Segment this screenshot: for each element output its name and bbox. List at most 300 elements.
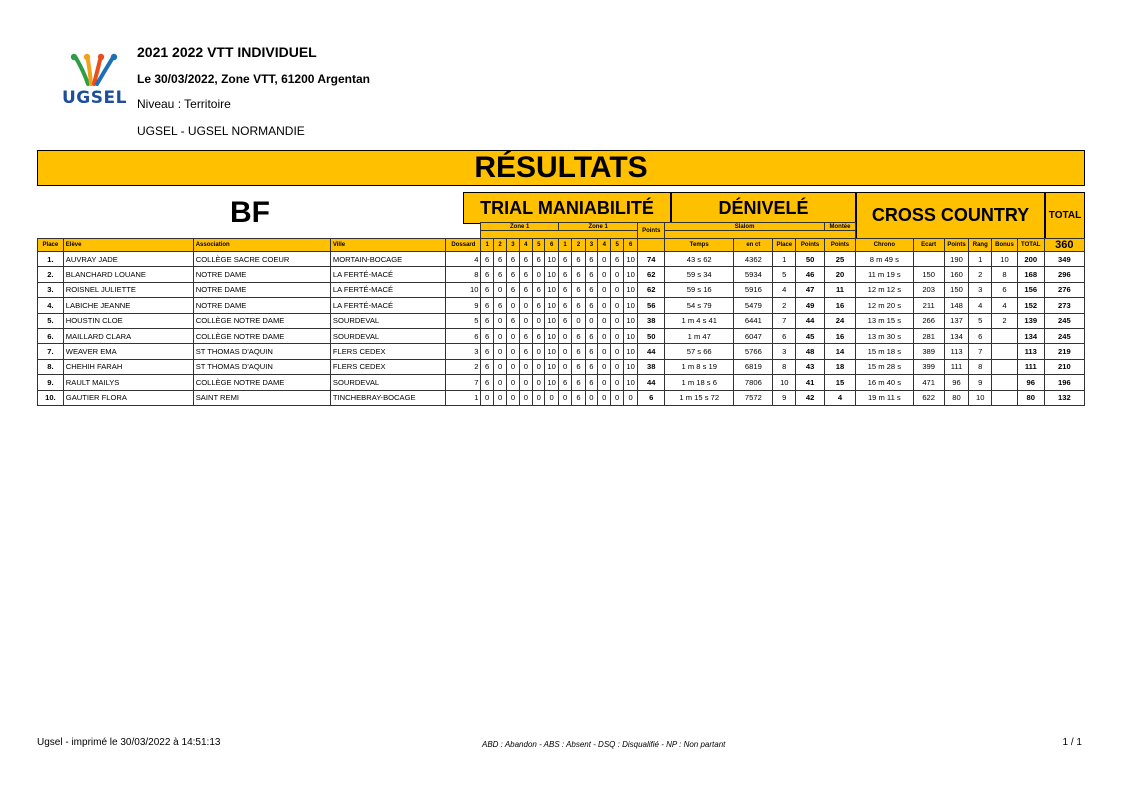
table-row (38, 313, 1085, 328)
zone-b-score-cell: 6 (558, 375, 571, 390)
cross-points-cell: 160 (944, 267, 969, 282)
table-row (38, 375, 1085, 390)
zone-b-score-cell: 10 (623, 375, 638, 390)
zone-b-score-cell: 6 (585, 298, 597, 313)
col-enct: en ct (734, 239, 773, 252)
chrono-cell: 15 m 28 s (855, 359, 913, 374)
col-z1-5: 5 (533, 239, 545, 252)
bonus-cell (992, 359, 1018, 374)
temps-cell: 54 s 79 (665, 298, 734, 313)
zone-a-score-cell: 0 (507, 359, 519, 374)
chrono-cell: 12 m 12 s (855, 282, 913, 297)
ugsel-logo-icon (66, 52, 122, 88)
trial-points-header: Points (638, 223, 665, 239)
bonus-cell (992, 328, 1018, 343)
zone-b-score-cell: 6 (585, 375, 597, 390)
montee-points-cell: 24 (825, 313, 856, 328)
col-z2-5: 5 (611, 239, 623, 252)
name-cell: AUVRAY JADE (63, 252, 193, 267)
chrono-cell: 19 m 11 s (855, 390, 913, 405)
zone-b-score-cell: 6 (572, 298, 585, 313)
grand-total-cell: 349 (1044, 252, 1084, 267)
col-total-cross: TOTAL (1017, 239, 1044, 252)
ville-cell: FLERS CEDEX (330, 344, 446, 359)
zone-a-score-cell: 0 (533, 344, 545, 359)
zone-a-score-cell: 0 (533, 375, 545, 390)
zone-a-score-cell: 0 (519, 298, 532, 313)
chrono-cell: 15 m 18 s (855, 344, 913, 359)
rang-cell: 10 (969, 390, 992, 405)
zone-b-score-cell: 0 (611, 328, 623, 343)
zone-b-score-cell: 6 (558, 267, 571, 282)
zone-a-score-cell: 6 (507, 313, 519, 328)
ville-cell: MORTAIN-BOCAGE (330, 252, 446, 267)
zone-b-score-cell: 0 (585, 313, 597, 328)
zone-b-score-cell: 0 (598, 328, 611, 343)
zone-a-score-cell: 10 (545, 344, 558, 359)
chrono-cell: 8 m 49 s (855, 252, 913, 267)
cross-points-cell: 190 (944, 252, 969, 267)
enct-cell: 5934 (734, 267, 773, 282)
name-cell: RAULT MAILYS (63, 375, 193, 390)
bonus-cell (992, 375, 1018, 390)
cross-total-cell: 139 (1017, 313, 1044, 328)
zone-a-score-cell: 6 (481, 252, 493, 267)
zone-a-score-cell: 0 (493, 390, 506, 405)
section-trial: TRIAL MANIABILITÉ (463, 192, 671, 224)
place-cell: 3. (38, 282, 64, 297)
rang-cell: 9 (969, 375, 992, 390)
zone-a-score-cell: 0 (507, 328, 519, 343)
zone-a-score-cell: 0 (507, 375, 519, 390)
chrono-cell: 13 m 30 s (855, 328, 913, 343)
ecart-cell: 150 (913, 267, 944, 282)
zone-a-score-cell: 6 (519, 344, 532, 359)
zone-a-score-cell: 0 (507, 390, 519, 405)
zone-a-score-cell: 0 (493, 375, 506, 390)
grand-total-cell: 276 (1044, 282, 1084, 297)
zone-b-score-cell: 0 (623, 390, 638, 405)
zone-a-score-cell: 0 (493, 359, 506, 374)
results-table (37, 222, 1085, 406)
zone-b-score-cell: 10 (623, 359, 638, 374)
slalom-label: Slalom (665, 223, 825, 231)
zone-a-score-cell: 6 (493, 267, 506, 282)
enct-cell: 6819 (734, 359, 773, 374)
zone-a-score-cell: 6 (533, 298, 545, 313)
zone-b-score-cell: 6 (572, 267, 585, 282)
col-points-montee: Points (825, 239, 856, 252)
zone-a-score-cell: 0 (519, 375, 532, 390)
zone-a-score-cell: 6 (533, 282, 545, 297)
col-association: Association (193, 239, 330, 252)
zone-b-score-cell: 6 (572, 359, 585, 374)
zone-b-score-cell: 6 (572, 282, 585, 297)
zone-a-score-cell: 6 (533, 328, 545, 343)
col-rang: Rang (969, 239, 992, 252)
table-row (38, 359, 1085, 374)
zone-a-score-cell: 6 (507, 282, 519, 297)
zone-b-score-cell: 10 (623, 298, 638, 313)
zone-a-score-cell: 6 (481, 344, 493, 359)
zone-b-score-cell: 6 (572, 375, 585, 390)
name-cell: GAUTIER FLORA (63, 390, 193, 405)
zone-a-score-cell: 10 (545, 328, 558, 343)
column-header-row (38, 239, 1085, 252)
subheader-row (38, 223, 1085, 231)
zone-b-score-cell: 0 (598, 359, 611, 374)
zone-a-score-cell: 6 (481, 375, 493, 390)
zone-a-score-cell: 6 (493, 298, 506, 313)
zone-b-score-cell: 6 (572, 328, 585, 343)
print-info: Ugsel - imprimé le 30/03/2022 à 14:51:13 (37, 737, 221, 748)
trial-points-cell: 56 (638, 298, 665, 313)
slalom-points-cell: 46 (796, 267, 825, 282)
dossard-cell: 9 (446, 298, 481, 313)
zone-b-score-cell: 10 (623, 313, 638, 328)
trial-points-cell: 50 (638, 328, 665, 343)
zone-b-score-cell: 0 (598, 344, 611, 359)
enct-cell: 4362 (734, 252, 773, 267)
ecart-cell: 471 (913, 375, 944, 390)
zone-a-label: Zone 1 (481, 223, 558, 231)
col-z2-4: 4 (598, 239, 611, 252)
association-cell: NOTRE DAME (193, 298, 330, 313)
zone-a-score-cell: 10 (545, 252, 558, 267)
montee-points-cell: 15 (825, 375, 856, 390)
zone-a-score-cell: 0 (481, 390, 493, 405)
ville-cell: TINCHEBRAY-BOCAGE (330, 390, 446, 405)
legend-note: ABD : Abandon - ABS : Absent - DSQ : Disqualifié - NP : Non partant (482, 740, 726, 749)
dossard-cell: 10 (446, 282, 481, 297)
zone-b-score-cell: 0 (558, 390, 571, 405)
montee-points-cell: 25 (825, 252, 856, 267)
zone-b-score-cell: 0 (611, 267, 623, 282)
ville-cell: SOURDEVAL (330, 375, 446, 390)
zone-a-score-cell: 0 (519, 390, 532, 405)
zone-a-score-cell: 6 (507, 267, 519, 282)
enct-cell: 6047 (734, 328, 773, 343)
place-cell: 4. (38, 298, 64, 313)
dossard-cell: 2 (446, 359, 481, 374)
trial-points-cell: 62 (638, 282, 665, 297)
zone-b-score-cell: 6 (585, 267, 597, 282)
association-cell: ST THOMAS D'AQUIN (193, 344, 330, 359)
enct-cell: 5916 (734, 282, 773, 297)
zone-b-score-cell: 6 (585, 252, 597, 267)
section-total: TOTAL (1045, 192, 1085, 239)
trial-points-cell: 38 (638, 359, 665, 374)
zone-b-score-cell: 0 (611, 298, 623, 313)
zone-b-score-cell: 6 (558, 298, 571, 313)
denivele-place-cell: 5 (773, 267, 796, 282)
name-cell: LABICHE JEANNE (63, 298, 193, 313)
col-z1-6: 6 (545, 239, 558, 252)
grand-total-cell: 245 (1044, 313, 1084, 328)
place-cell: 7. (38, 344, 64, 359)
cross-total-cell: 96 (1017, 375, 1044, 390)
cross-total-cell: 111 (1017, 359, 1044, 374)
montee-points-cell: 4 (825, 390, 856, 405)
chrono-cell: 13 m 15 s (855, 313, 913, 328)
bonus-cell: 4 (992, 298, 1018, 313)
ecart-cell: 266 (913, 313, 944, 328)
cross-total-cell: 168 (1017, 267, 1044, 282)
temps-cell: 1 m 4 s 41 (665, 313, 734, 328)
association-cell: SAINT REMI (193, 390, 330, 405)
results-rows (38, 252, 1085, 406)
denivele-place-cell: 7 (773, 313, 796, 328)
col-bonus: Bonus (992, 239, 1018, 252)
col-z2-6: 6 (623, 239, 638, 252)
zone-a-score-cell: 10 (545, 282, 558, 297)
association-cell: COLLÈGE SACRE COEUR (193, 252, 330, 267)
zone-b-score-cell: 0 (572, 313, 585, 328)
zone-a-score-cell: 0 (533, 390, 545, 405)
zone-b-score-cell: 0 (611, 375, 623, 390)
col-z2-1: 1 (558, 239, 571, 252)
dossard-cell: 6 (446, 328, 481, 343)
place-cell: 6. (38, 328, 64, 343)
trial-points-cell: 6 (638, 390, 665, 405)
dossard-cell: 1 (446, 390, 481, 405)
rang-cell: 3 (969, 282, 992, 297)
col-z1-2: 2 (493, 239, 506, 252)
zone-b-label: Zone 1 (558, 223, 637, 231)
place-cell: 9. (38, 375, 64, 390)
zone-b-score-cell: 0 (598, 282, 611, 297)
ecart-cell: 622 (913, 390, 944, 405)
grand-total-cell: 245 (1044, 328, 1084, 343)
enct-cell: 7806 (734, 375, 773, 390)
ecart-cell: 281 (913, 328, 944, 343)
name-cell: HOUSTIN CLOE (63, 313, 193, 328)
zone-a-score-cell: 0 (519, 359, 532, 374)
zone-a-score-cell: 6 (481, 328, 493, 343)
denivele-place-cell: 10 (773, 375, 796, 390)
col-z1-1: 1 (481, 239, 493, 252)
bonus-cell (992, 344, 1018, 359)
denivele-place-cell: 8 (773, 359, 796, 374)
rang-cell: 2 (969, 267, 992, 282)
zone-b-score-cell: 0 (611, 390, 623, 405)
col-ecart: Ecart (913, 239, 944, 252)
association-cell: COLLÈGE NOTRE DAME (193, 313, 330, 328)
event-title: 2021 2022 VTT INDIVIDUEL (137, 44, 317, 60)
dossard-cell: 8 (446, 267, 481, 282)
table-row (38, 390, 1085, 405)
table-row (38, 328, 1085, 343)
temps-cell: 59 s 16 (665, 282, 734, 297)
ecart-cell: 389 (913, 344, 944, 359)
ecart-cell: 203 (913, 282, 944, 297)
ville-cell: LA FERTÉ-MACÉ (330, 282, 446, 297)
enct-cell: 5479 (734, 298, 773, 313)
category-label: BF (230, 196, 270, 229)
association-cell: ST THOMAS D'AQUIN (193, 359, 330, 374)
ville-cell: LA FERTÉ-MACÉ (330, 298, 446, 313)
zone-a-score-cell: 0 (533, 267, 545, 282)
slalom-points-cell: 44 (796, 313, 825, 328)
dossard-cell: 7 (446, 375, 481, 390)
table-row (38, 267, 1085, 282)
denivele-place-cell: 4 (773, 282, 796, 297)
zone-b-score-cell: 0 (558, 359, 571, 374)
rang-cell: 6 (969, 328, 992, 343)
montee-points-cell: 18 (825, 359, 856, 374)
zone-b-score-cell: 10 (623, 344, 638, 359)
ville-cell: SOURDEVAL (330, 313, 446, 328)
ugsel-logo (58, 52, 130, 112)
slalom-points-cell: 50 (796, 252, 825, 267)
col-ville: Ville (330, 239, 446, 252)
enct-cell: 7572 (734, 390, 773, 405)
zone-a-score-cell: 6 (481, 313, 493, 328)
dossard-cell: 5 (446, 313, 481, 328)
zone-a-score-cell: 0 (507, 298, 519, 313)
trial-points-cell: 44 (638, 375, 665, 390)
enct-cell: 6441 (734, 313, 773, 328)
trial-points-cell: 38 (638, 313, 665, 328)
zone-b-score-cell: 6 (585, 282, 597, 297)
association-cell: NOTRE DAME (193, 267, 330, 282)
zone-a-score-cell: 10 (545, 313, 558, 328)
association-cell: NOTRE DAME (193, 282, 330, 297)
bonus-cell (992, 390, 1018, 405)
place-cell: 1. (38, 252, 64, 267)
col-max-total: 360 (1044, 239, 1084, 252)
grand-total-cell: 196 (1044, 375, 1084, 390)
col-place-denivele: Place (773, 239, 796, 252)
temps-cell: 1 m 8 s 19 (665, 359, 734, 374)
cross-points-cell: 96 (944, 375, 969, 390)
zone-a-score-cell: 0 (519, 313, 532, 328)
cross-total-cell: 134 (1017, 328, 1044, 343)
zone-a-score-cell: 6 (493, 252, 506, 267)
cross-total-cell: 200 (1017, 252, 1044, 267)
temps-cell: 59 s 34 (665, 267, 734, 282)
zone-a-score-cell: 0 (545, 390, 558, 405)
association-cell: COLLÈGE NOTRE DAME (193, 375, 330, 390)
zone-a-score-cell: 10 (545, 359, 558, 374)
table-row (38, 344, 1085, 359)
zone-a-score-cell: 6 (481, 267, 493, 282)
zone-b-score-cell: 6 (572, 344, 585, 359)
cross-total-cell: 80 (1017, 390, 1044, 405)
section-denivele: DÉNIVELÉ (671, 192, 856, 224)
event-organization: UGSEL - UGSEL NORMANDIE (137, 124, 305, 138)
table-row (38, 252, 1085, 267)
trial-points-cell: 62 (638, 267, 665, 282)
grand-total-cell: 210 (1044, 359, 1084, 374)
col-z1-3: 3 (507, 239, 519, 252)
slalom-points-cell: 47 (796, 282, 825, 297)
zone-b-score-cell: 10 (623, 282, 638, 297)
col-z1-4: 4 (519, 239, 532, 252)
cross-points-cell: 113 (944, 344, 969, 359)
temps-cell: 57 s 66 (665, 344, 734, 359)
zone-a-score-cell: 0 (533, 313, 545, 328)
montee-label: Montée (825, 223, 856, 231)
grand-total-cell: 273 (1044, 298, 1084, 313)
temps-cell: 43 s 62 (665, 252, 734, 267)
zone-b-score-cell: 0 (598, 390, 611, 405)
col-points-cross: Points (944, 239, 969, 252)
zone-b-score-cell: 6 (611, 252, 623, 267)
rang-cell: 5 (969, 313, 992, 328)
col-chrono: Chrono (855, 239, 913, 252)
zone-b-score-cell: 0 (611, 359, 623, 374)
zone-a-score-cell: 6 (481, 298, 493, 313)
cross-points-cell: 137 (944, 313, 969, 328)
cross-total-cell: 156 (1017, 282, 1044, 297)
zone-b-score-cell: 0 (598, 298, 611, 313)
zone-a-score-cell: 6 (533, 252, 545, 267)
zone-b-score-cell: 10 (623, 267, 638, 282)
place-cell: 2. (38, 267, 64, 282)
slalom-points-cell: 48 (796, 344, 825, 359)
results-banner: RÉSULTATS (37, 150, 1085, 186)
cross-points-cell: 148 (944, 298, 969, 313)
montee-points-cell: 11 (825, 282, 856, 297)
cross-points-cell: 80 (944, 390, 969, 405)
ecart-cell: 211 (913, 298, 944, 313)
zone-a-score-cell: 0 (493, 344, 506, 359)
zone-b-score-cell: 0 (585, 390, 597, 405)
zone-a-score-cell: 6 (519, 328, 532, 343)
place-cell: 5. (38, 313, 64, 328)
name-cell: CHEHIH FARAH (63, 359, 193, 374)
zone-b-score-cell: 6 (558, 313, 571, 328)
slalom-points-cell: 49 (796, 298, 825, 313)
chrono-cell: 11 m 19 s (855, 267, 913, 282)
montee-points-cell: 14 (825, 344, 856, 359)
cross-total-cell: 113 (1017, 344, 1044, 359)
zone-a-score-cell: 0 (507, 344, 519, 359)
chrono-cell: 16 m 40 s (855, 375, 913, 390)
name-cell: MAILLARD CLARA (63, 328, 193, 343)
zone-b-score-cell: 10 (623, 328, 638, 343)
zone-b-score-cell: 6 (572, 252, 585, 267)
table-row (38, 298, 1085, 313)
zone-b-score-cell: 0 (611, 313, 623, 328)
section-cross: CROSS COUNTRY (856, 192, 1045, 239)
col-place: Place (38, 239, 64, 252)
bonus-cell: 2 (992, 313, 1018, 328)
cross-points-cell: 150 (944, 282, 969, 297)
zone-a-score-cell: 6 (519, 282, 532, 297)
montee-points-cell: 20 (825, 267, 856, 282)
page-number: 1 / 1 (1062, 737, 1082, 748)
zone-b-score-cell: 0 (598, 313, 611, 328)
col-points-slalom: Points (796, 239, 825, 252)
zone-b-score-cell: 0 (598, 375, 611, 390)
zone-b-score-cell: 6 (558, 252, 571, 267)
zone-b-score-cell: 0 (598, 267, 611, 282)
zone-b-score-cell: 0 (611, 282, 623, 297)
denivele-place-cell: 2 (773, 298, 796, 313)
dossard-cell: 3 (446, 344, 481, 359)
place-cell: 10. (38, 390, 64, 405)
rang-cell: 8 (969, 359, 992, 374)
name-cell: WEAVER EMA (63, 344, 193, 359)
temps-cell: 1 m 15 s 72 (665, 390, 734, 405)
zone-a-score-cell: 6 (519, 252, 532, 267)
zone-b-score-cell: 6 (558, 282, 571, 297)
zone-a-score-cell: 0 (493, 328, 506, 343)
col-temps: Temps (665, 239, 734, 252)
cross-points-cell: 111 (944, 359, 969, 374)
